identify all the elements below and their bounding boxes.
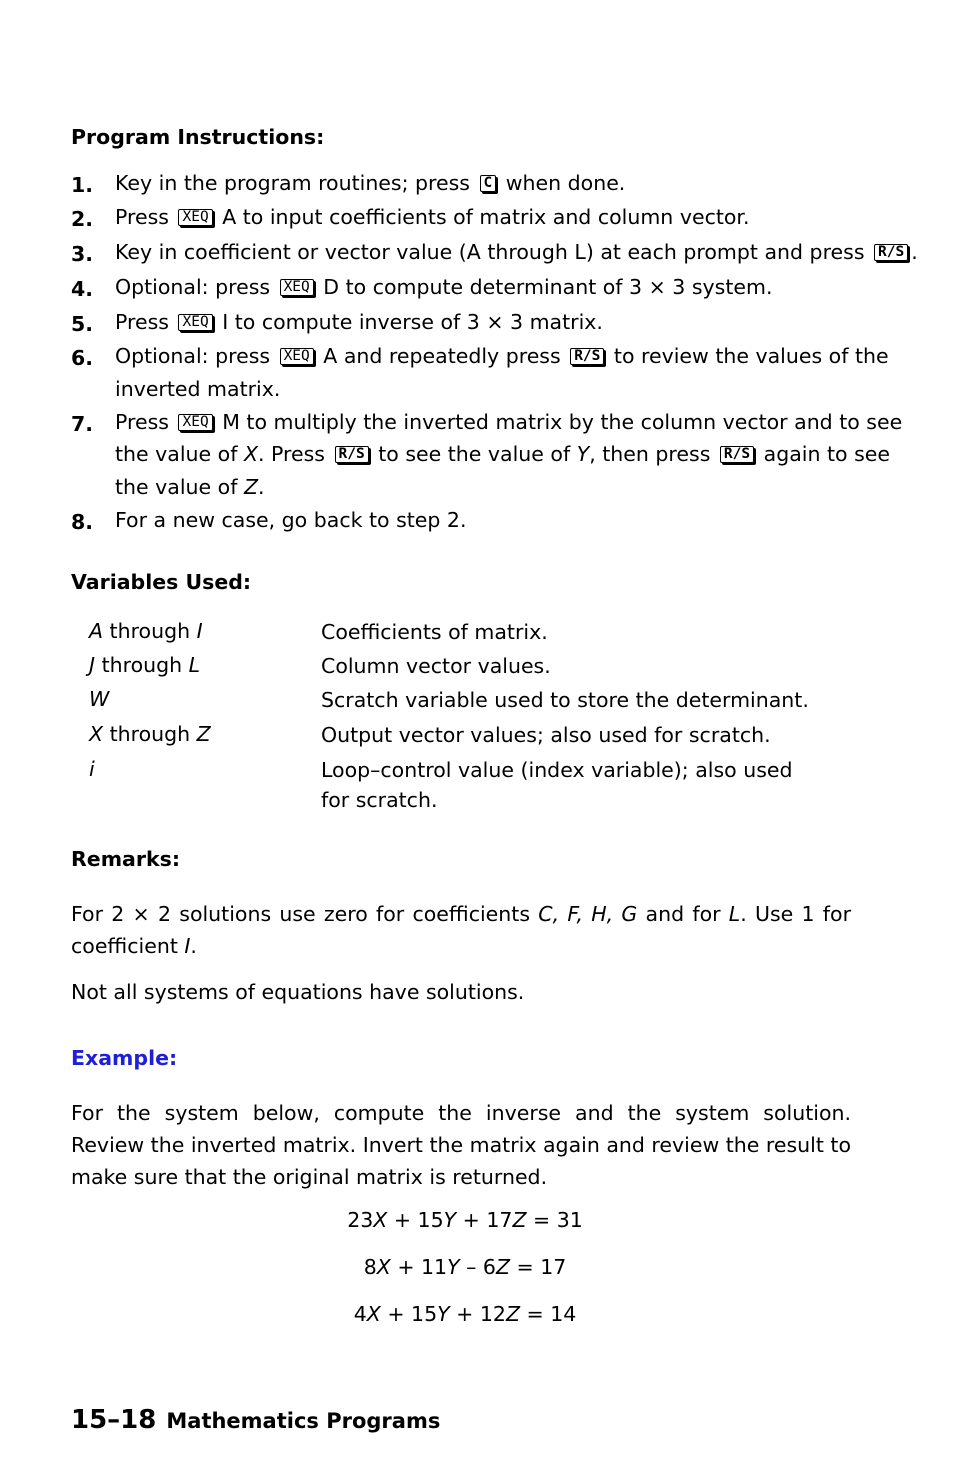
heading-remarks: Remarks:: [71, 847, 181, 871]
step-2-number: 2.: [71, 207, 94, 231]
step-3-number: 3.: [71, 242, 94, 266]
step-4-text: Optional: press XEQ D to compute determinant of 3 × 3 system.: [115, 275, 773, 299]
remarks-paragraph-2: Not all systems of equations have solutions.: [71, 980, 525, 1004]
step-4-number: 4.: [71, 277, 94, 301]
chapter-title: Mathematics Programs: [166, 1409, 441, 1433]
variable-name: X through Z: [89, 722, 211, 746]
c-key-icon: C: [480, 175, 497, 192]
step-7-text-line2: the value of X. Press R/S to see the value of Y, then press R/S again to see: [115, 442, 890, 466]
variable-name: J through L: [89, 653, 201, 677]
step-7-text-line1: Press XEQ M to multiply the inverted matrix by the column vector and to see: [115, 410, 903, 434]
run-stop-key-icon: R/S: [570, 348, 604, 365]
page-number: 15–18: [71, 1405, 157, 1435]
example-paragraph: For the system below, compute the inverse and the system solution. Review the inverted matrix. Invert the matrix again and review the result to make sure that the original matrix is returned.: [71, 1101, 851, 1189]
step-8-text: For a new case, go back to step 2.: [115, 508, 467, 532]
step-1-number: 1.: [71, 173, 94, 197]
heading-variables-used: Variables Used:: [71, 570, 252, 594]
run-stop-key-icon: R/S: [720, 446, 754, 463]
step-5-text: Press XEQ I to compute inverse of 3 × 3 matrix.: [115, 310, 603, 334]
variable-description: Column vector values.: [321, 654, 551, 678]
equation-1: 23X + 15Y + 17Z = 31: [347, 1208, 583, 1232]
xeq-key-icon: XEQ: [280, 348, 314, 365]
xeq-key-icon: XEQ: [178, 414, 212, 431]
step-7-number: 7.: [71, 412, 94, 436]
step-5-number: 5.: [71, 312, 94, 336]
step-8-number: 8.: [71, 510, 94, 534]
variable-description: Loop–control value (index variable); also used for scratch.: [321, 758, 793, 812]
run-stop-key-icon: R/S: [335, 446, 369, 463]
step-6-text-line1: Optional: press XEQ A and repeatedly press R/S to review the values of the: [115, 344, 889, 368]
step-6-number: 6.: [71, 346, 94, 370]
xeq-key-icon: XEQ: [178, 209, 212, 226]
heading-program-instructions: Program Instructions:: [71, 125, 325, 149]
equation-3: 4X + 15Y + 12Z = 14: [353, 1302, 577, 1326]
page-footer: [71, 1405, 440, 1435]
run-stop-key-icon: R/S: [874, 244, 908, 261]
equation-2: 8X + 11Y – 6Z = 17: [363, 1255, 567, 1279]
step-1-text: Key in the program routines; press C when done.: [115, 171, 626, 195]
xeq-key-icon: XEQ: [280, 279, 314, 296]
step-7-text-line3: the value of Z.: [115, 475, 265, 499]
remarks-paragraph-1: For 2 × 2 solutions use zero for coefficients C, F, H, G and for L. Use 1 for coefficient I.: [71, 902, 851, 958]
variable-name: W: [89, 687, 110, 711]
variable-name: i: [89, 757, 95, 781]
variable-name: A through I: [89, 619, 203, 643]
heading-example: Example:: [71, 1046, 178, 1070]
xeq-key-icon: XEQ: [178, 314, 212, 331]
variable-description: Scratch variable used to store the determinant.: [321, 688, 809, 712]
variable-description: Output vector values; also used for scratch.: [321, 723, 771, 747]
step-3-text: Key in coefficient or vector value (A through L) at each prompt and press R/S .: [115, 240, 918, 264]
step-6-text-line2: inverted matrix.: [115, 377, 281, 401]
step-2-text: Press XEQ A to input coefficients of matrix and column vector.: [115, 205, 750, 229]
variable-description: Coefficients of matrix.: [321, 620, 548, 644]
